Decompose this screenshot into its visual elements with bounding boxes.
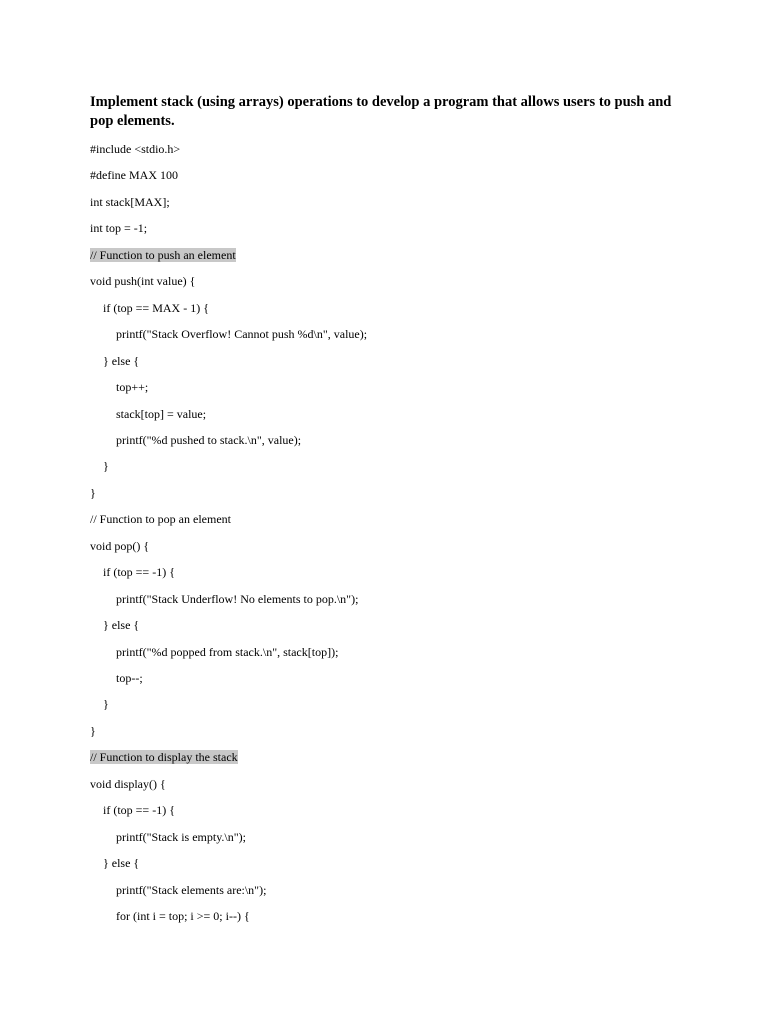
code-line: top++; [116,380,149,394]
code-line: printf("Stack is empty.\n"); [116,829,246,844]
code-line: top--; [116,671,143,685]
code-line: if (top == MAX - 1) { [103,300,209,315]
code-line: for (int i = top; i >= 0; i--) { [116,909,250,923]
code-line: int top = -1; [90,221,148,236]
code-comment-highlighted: // Function to push an element [90,247,236,262]
code-line: } [90,485,96,500]
code-comment-highlighted: // Function to display the stack [90,750,238,765]
code-line: printf("%d popped from stack.\n", stack[top]); [116,644,339,659]
code-line: } else { [103,856,140,871]
code-line: } [90,723,96,738]
code-line: if (top == -1) { [103,803,175,818]
code-line: #include <stdio.h> [90,142,181,156]
code-line: printf("Stack Overflow! Cannot push %d\n", value); [116,327,368,342]
code-line: } else { [103,618,140,633]
code-line: printf("%d pushed to stack.\n", value); [116,432,302,447]
code-line: } [103,459,109,474]
code-line: printf("Stack Underflow! No elements to pop.\n"); [116,591,359,606]
code-line: void pop() { [90,538,150,553]
code-line: void push(int value) { [90,274,196,289]
code-line: printf("Stack elements are:\n"); [116,882,267,897]
code-line: // Function to pop an element [90,512,231,527]
code-line: void display() { [90,776,166,791]
code-line: int stack[MAX]; [90,194,170,209]
code-line: } else { [103,353,140,368]
code-line: stack[top] = value; [116,406,207,421]
document-title: Implement stack (using arrays) operations to develop a program that allows users to push and pop elements. [90,94,672,129]
code-line: #define MAX 100 [90,168,178,183]
code-line: } [103,697,109,712]
code-line: if (top == -1) { [103,565,175,580]
